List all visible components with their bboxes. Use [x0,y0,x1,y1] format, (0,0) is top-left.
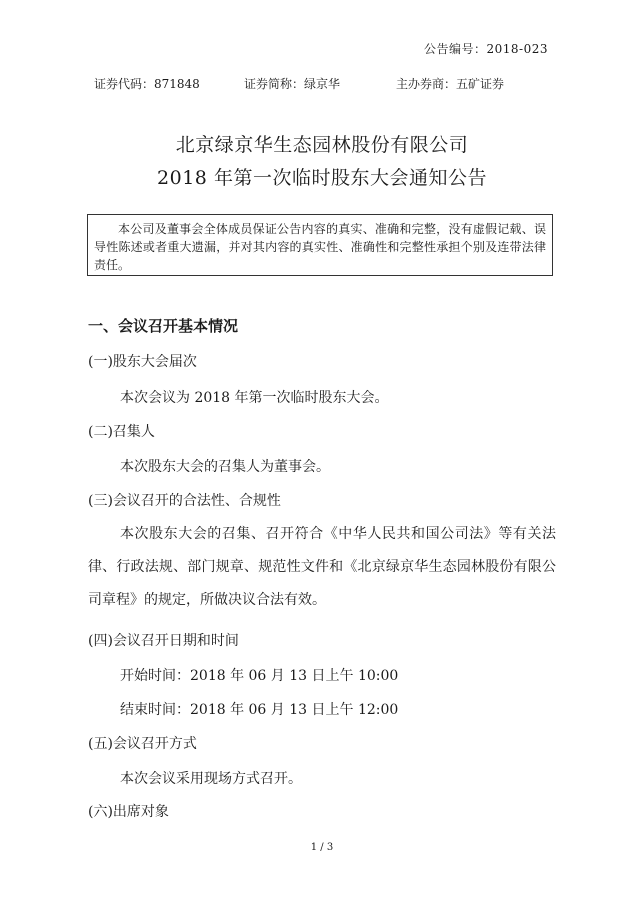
paragraph-session: 本次会议为 2018 年第一次临时股东大会。 [120,390,389,406]
document-title-meeting: 2018 年第一次临时股东大会通知公告 [157,167,487,189]
paragraph-convener: 本次股东大会的召集人为董事会。 [120,459,330,475]
sponsoring-broker: 主办券商：五矿证券 [396,77,505,91]
page-number: 1 / 3 [310,842,334,853]
disclaimer-box: 本公司及董事会全体成员保证公告内容的真实、准确和完整，没有虚假记载、误导性陈述或者重大遗漏，并对其内容的真实性、准确性和完整性承担个别及连带法律责任。 [87,214,553,276]
security-abbreviation: 证券简称：绿京华 [244,77,341,91]
subheading-session: (一)股东大会届次 [88,354,197,370]
document-title-company: 北京绿京华生态园林股份有限公司 [175,134,469,156]
subheading-datetime: (四)会议召开日期和时间 [88,633,239,649]
security-info-row [94,75,554,92]
subheading-attendees: (六)出席对象 [88,804,169,820]
subheading-method: (五)会议召开方式 [88,736,197,752]
end-time: 结束时间：2018 年 06 月 13 日上午 12:00 [120,702,399,718]
announcement-number: 公告编号：2018-023 [424,42,548,56]
paragraph-method: 本次会议采用现场方式召开。 [120,771,302,787]
subheading-legality: (三)会议召开的合法性、合规性 [88,493,281,509]
start-time: 开始时间：2018 年 06 月 13 日上午 10:00 [120,668,399,684]
section-heading: 一、会议召开基本情况 [88,317,239,335]
paragraph-legality: 本次股东大会的召集、召开符合《中华人民共和国公司法》等有关法律、行政法规、部门规章、规范性文件和《北京绿京华生态园林股份有限公司章程》的规定，所做决议合法有效。 [88,526,556,608]
subheading-convener: (二)召集人 [88,424,155,440]
security-code: 证券代码：871848 [94,77,200,91]
